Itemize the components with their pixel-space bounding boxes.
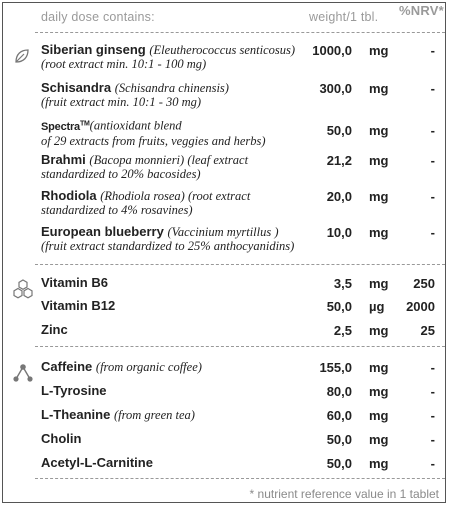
ingredient-amount: 10,0 xyxy=(326,225,352,240)
ingredient-nrv: - xyxy=(430,153,435,168)
ingredient-name: Brahmi xyxy=(41,152,86,167)
ingredient-name: European blueberry xyxy=(41,224,164,239)
ingredient-unit: mg xyxy=(369,323,389,338)
ingredient-nrv: - xyxy=(430,384,435,399)
ingredient-latin: (Schisandra chinensis) xyxy=(114,81,229,95)
ingredient-unit: µg xyxy=(369,299,385,314)
ingredient-unit: mg xyxy=(369,123,389,138)
ingredient-unit: mg xyxy=(369,189,389,204)
ingredient-amount: 80,0 xyxy=(326,384,352,399)
ingredient-nrv: - xyxy=(430,456,435,471)
ingredient-amount: 60,0 xyxy=(326,408,352,423)
ingredient-unit: mg xyxy=(369,225,389,240)
ingredient-name: Cholin xyxy=(41,431,82,446)
ingredient-name: Vitamin B6 xyxy=(41,275,108,290)
ingredient-unit: mg xyxy=(369,276,389,291)
ingredient-latin: (Eleutherococcus senticosus) xyxy=(149,43,296,57)
ingredient-amount: 155,0 xyxy=(319,360,352,375)
header-dose: daily dose contains: xyxy=(41,10,155,24)
ingredient-amount: 1000,0 xyxy=(312,43,352,58)
spectra-logo: Spectra™ xyxy=(41,120,90,133)
ingredient-name: L-Theanine xyxy=(41,407,111,422)
header-nrv: %NRV* xyxy=(399,3,444,18)
ingredient-unit: mg xyxy=(369,432,389,447)
ingredient-latin: (Vaccinium myrtillus ) xyxy=(167,225,279,239)
ingredient-latin: (antioxidant blend xyxy=(89,118,182,133)
header-weight: weight/1 tbl. xyxy=(309,10,379,24)
ingredient-name: Zinc xyxy=(41,322,68,337)
leaf-icon xyxy=(13,47,31,65)
ingredient-amount: 50,0 xyxy=(326,123,352,138)
ingredient-unit: mg xyxy=(369,81,389,96)
separator xyxy=(35,32,445,33)
ingredient-nrv: - xyxy=(430,43,435,58)
ingredient-sub: standardized to 4% rosavines) xyxy=(41,203,193,217)
ingredient-name: Siberian ginseng xyxy=(41,42,146,57)
ingredient-latin: (Rhodiola rosea) (root extract xyxy=(100,189,251,203)
ingredient-amount: 2,5 xyxy=(333,323,352,338)
ingredient-name: L-Tyrosine xyxy=(41,383,107,398)
ingredient-unit: mg xyxy=(369,153,389,168)
ingredient-nrv: - xyxy=(430,408,435,423)
nutrition-table xyxy=(2,2,446,503)
ingredient-nrv: - xyxy=(430,123,435,138)
ingredient-nrv: 250 xyxy=(413,276,435,291)
ingredient-unit: mg xyxy=(369,360,389,375)
ingredient-nrv: 2000 xyxy=(406,299,435,314)
footnote: * nutrient reference value in 1 tablet xyxy=(249,487,439,501)
ingredient-name: Caffeine xyxy=(41,359,93,374)
ingredient-nrv: - xyxy=(430,432,435,447)
ingredient-amount: 20,0 xyxy=(326,189,352,204)
ingredient-amount: 50,0 xyxy=(326,456,352,471)
ingredient-sub: standardized to 20% bacosides) xyxy=(41,167,201,181)
ingredient-name: Acetyl-L-Carnitine xyxy=(41,455,153,470)
ingredient-unit: mg xyxy=(369,384,389,399)
ingredient-name: Rhodiola xyxy=(41,188,97,203)
ingredient-nrv: - xyxy=(430,225,435,240)
molecule-icon xyxy=(12,363,34,383)
ingredient-nrv: 25 xyxy=(420,323,435,338)
ingredient-amount: 21,2 xyxy=(326,153,352,168)
ingredient-unit: mg xyxy=(369,456,389,471)
ingredient-nrv: - xyxy=(430,81,435,96)
ingredient-latin: (from organic coffee) xyxy=(95,360,202,374)
hexagons-icon xyxy=(12,279,34,299)
ingredient-nrv: - xyxy=(430,360,435,375)
ingredient-sub: (fruit extract standardized to 25% anthocyanidins) xyxy=(41,239,295,253)
ingredient-sub: of 29 extracts from fruits, veggies and herbs) xyxy=(41,133,266,148)
ingredient-name: Vitamin B12 xyxy=(41,298,116,313)
ingredient-nrv: - xyxy=(430,189,435,204)
ingredient-unit: mg xyxy=(369,408,389,423)
ingredient-name: Schisandra xyxy=(41,80,112,95)
ingredient-latin: (from green tea) xyxy=(113,408,195,422)
ingredient-amount: 300,0 xyxy=(319,81,352,96)
separator xyxy=(35,264,445,265)
ingredient-sub: (root extract min. 10:1 - 100 mg) xyxy=(41,57,207,71)
ingredient-amount: 3,5 xyxy=(333,276,352,291)
separator xyxy=(35,346,445,347)
ingredient-amount: 50,0 xyxy=(326,299,352,314)
ingredient-unit: mg xyxy=(369,43,389,58)
ingredient-latin: (Bacopa monnieri) (leaf extract xyxy=(89,153,249,167)
ingredient-amount: 50,0 xyxy=(326,432,352,447)
ingredient-sub: (fruit extract min. 10:1 - 30 mg) xyxy=(41,95,202,109)
separator xyxy=(35,478,445,479)
